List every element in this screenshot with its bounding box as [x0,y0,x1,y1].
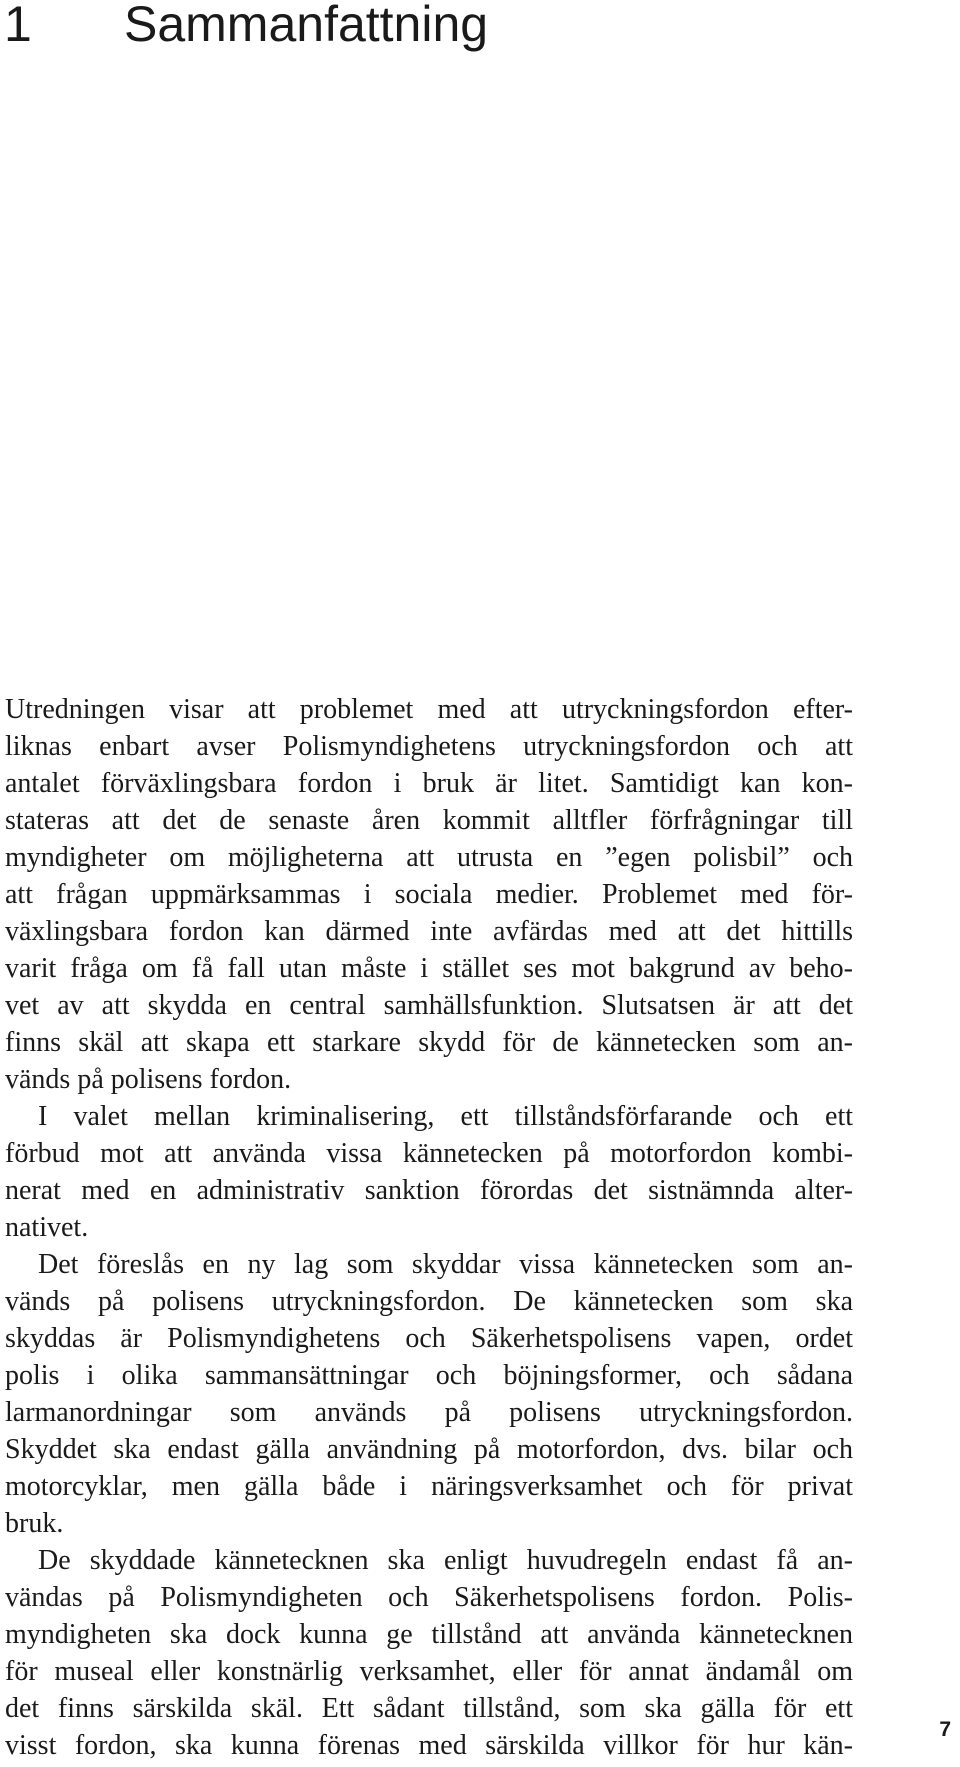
text-line: vändas på Polismyndigheten och Säkerhetspolisens fordon. Polis- [5,1582,853,1613]
text-line: Det föreslås en ny lag som skyddar vissa kännetecken som an- [38,1249,853,1280]
text-line: för museal eller konstnärlig verksamhet, eller för annat ändamål om [5,1656,853,1687]
text-line: nerat med en administrativ sanktion förordas det sistnämnda alter- [5,1175,853,1206]
text-line: Skyddet ska endast gälla användning på motorfordon, dvs. bilar och [5,1434,853,1465]
page-number: 7 [939,1718,951,1741]
text-line: skyddas är Polismyndighetens och Säkerhetspolisens vapen, ordet [5,1323,853,1354]
chapter-title: Sammanfattning [124,0,489,52]
text-line: myndigheten ska dock kunna ge tillstånd att använda kännetecknen [5,1619,853,1650]
paragraph [5,1098,853,1246]
text-line: myndigheter om möjligheterna att utrusta en ”egen polisbil” och [5,842,853,873]
text-line: förbud mot att använda vissa kännetecken på motorfordon kombi- [5,1138,853,1169]
summary-body [5,691,853,1764]
text-line: visst fordon, ska kunna förenas med särskilda villkor för hur kän- [5,1730,853,1761]
text-line: stateras att det de senaste åren kommit alltfler förfrågningar till [5,805,853,836]
text-line: antalet förväxlingsbara fordon i bruk är litet. Samtidigt kan kon- [5,768,853,799]
text-line: liknas enbart avser Polismyndighetens utryckningsfordon och att [5,731,853,762]
text-line: vänds på polisens utryckningsfordon. De kännetecken som ska [5,1286,853,1317]
text-line: att frågan uppmärksammas i sociala medier. Problemet med för- [5,879,853,910]
chapter-number: 1 [4,0,32,52]
text-line: De skyddade kännetecknen ska enligt huvudregeln endast få an- [38,1545,853,1576]
text-line: bruk. [5,1508,64,1539]
text-line: I valet mellan kriminalisering, ett tillståndsförfarande och ett [38,1101,853,1132]
paragraph [5,1542,853,1764]
text-line: växlingsbara fordon kan därmed inte avfärdas med att det hittills [5,916,853,947]
text-line: Utredningen visar att problemet med att utryckningsfordon efter- [5,694,853,725]
text-line: polis i olika sammansättningar och böjningsformer, och sådana [5,1360,853,1391]
text-line: det finns särskilda skäl. Ett sådant tillstånd, som ska gälla för ett [5,1693,853,1724]
text-line: larmanordningar som används på polisens utryckningsfordon. [5,1397,853,1428]
text-line: vet av att skydda en central samhällsfunktion. Slutsatsen är att det [5,990,853,1021]
paragraph [5,691,853,1098]
text-line: finns skäl att skapa ett starkare skydd för de kännetecken som an- [5,1027,853,1058]
text-line: varit fråga om få fall utan måste i stället ses mot bakgrund av beho- [5,953,853,984]
text-line: nativet. [5,1212,89,1243]
text-line: motorcyklar, men gälla både i näringsverksamhet och för privat [5,1471,853,1502]
paragraph [5,1246,853,1542]
chapter-heading [4,0,488,54]
text-line: vänds på polisens fordon. [5,1064,292,1095]
